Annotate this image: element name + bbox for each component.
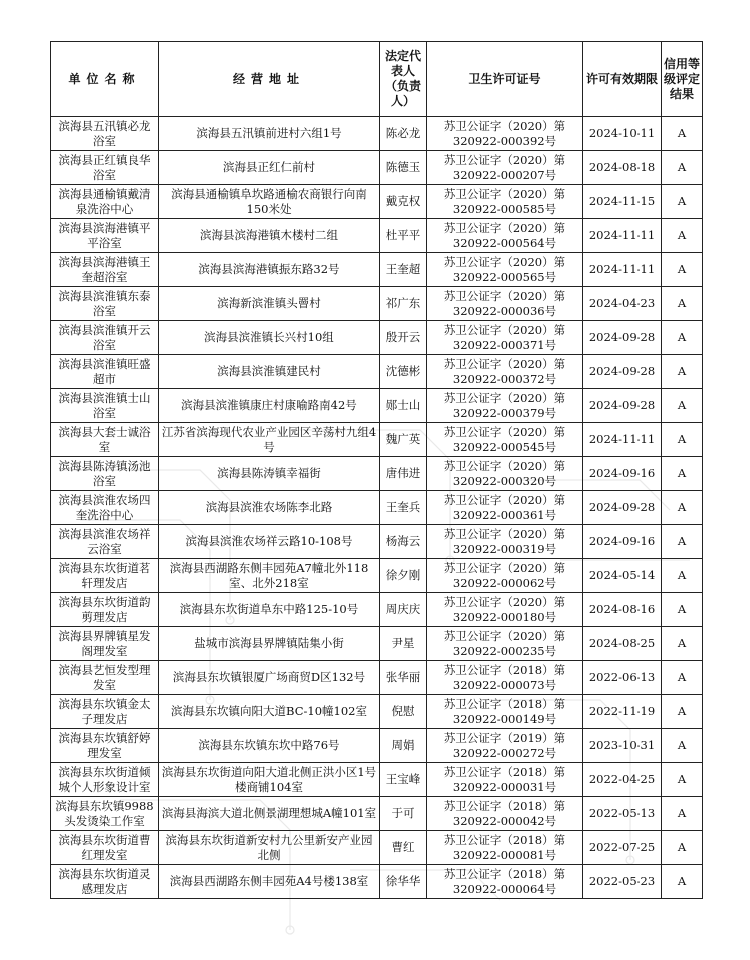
table-row <box>51 355 703 389</box>
cell-valid: 2024-09-28 <box>583 355 662 389</box>
cell-name: 滨海县东坎镇舒婷理发室 <box>51 729 159 763</box>
cell-valid: 2024-04-23 <box>583 287 662 321</box>
cell-address: 滨海县滨淮镇建民村 <box>159 355 380 389</box>
cell-license: 苏卫公证字（2020）第320922-000565号 <box>427 253 583 287</box>
cell-name: 滨海县大套士诚浴室 <box>51 423 159 457</box>
table-row <box>51 661 703 695</box>
cell-grade: A <box>662 151 703 185</box>
cell-address: 滨海县滨淮农场陈李北路 <box>159 491 380 525</box>
cell-valid: 2022-05-13 <box>583 797 662 831</box>
cell-name: 滨海县滨淮镇士山浴室 <box>51 389 159 423</box>
cell-license: 苏卫公证字（2020）第320922-000361号 <box>427 491 583 525</box>
cell-name: 滨海县正红镇良华浴室 <box>51 151 159 185</box>
cell-license: 苏卫公证字（2020）第320922-000372号 <box>427 355 583 389</box>
cell-license: 苏卫公证字（2018）第320922-000149号 <box>427 695 583 729</box>
table-row <box>51 457 703 491</box>
cell-valid: 2024-09-16 <box>583 457 662 491</box>
cell-name: 滨海县滨淮镇东泰浴室 <box>51 287 159 321</box>
cell-license: 苏卫公证字（2020）第320922-000379号 <box>427 389 583 423</box>
cell-valid: 2024-10-11 <box>583 117 662 151</box>
cell-valid: 2024-09-28 <box>583 389 662 423</box>
cell-name: 滨海县滨淮镇开云浴室 <box>51 321 159 355</box>
cell-rep: 沈德彬 <box>380 355 427 389</box>
cell-license: 苏卫公证字（2020）第320922-000180号 <box>427 593 583 627</box>
cell-license: 苏卫公证字（2018）第320922-000042号 <box>427 797 583 831</box>
table-row <box>51 491 703 525</box>
cell-grade: A <box>662 117 703 151</box>
cell-rep: 徐华华 <box>380 865 427 899</box>
cell-grade: A <box>662 559 703 593</box>
cell-license: 苏卫公证字（2020）第320922-000062号 <box>427 559 583 593</box>
cell-grade: A <box>662 287 703 321</box>
cell-license: 苏卫公证字（2020）第320922-000320号 <box>427 457 583 491</box>
cell-address: 滨海县东坎镇东坎中路76号 <box>159 729 380 763</box>
cell-license: 苏卫公证字（2020）第320922-000564号 <box>427 219 583 253</box>
table-body <box>51 117 703 899</box>
cell-rep: 周庆庆 <box>380 593 427 627</box>
cell-rep: 曹红 <box>380 831 427 865</box>
cell-valid: 2022-06-13 <box>583 661 662 695</box>
cell-rep: 于可 <box>380 797 427 831</box>
cell-rep: 陈必龙 <box>380 117 427 151</box>
table-row <box>51 151 703 185</box>
cell-valid: 2024-09-28 <box>583 491 662 525</box>
header-rep: 法定代表人（负责人） <box>380 42 427 117</box>
cell-rep: 张华丽 <box>380 661 427 695</box>
cell-name: 滨海县滨海港镇王奎超浴室 <box>51 253 159 287</box>
table-row <box>51 525 703 559</box>
cell-license: 苏卫公证字（2020）第320922-000036号 <box>427 287 583 321</box>
cell-valid: 2022-05-23 <box>583 865 662 899</box>
cell-rep: 魏广英 <box>380 423 427 457</box>
cell-rep: 倪慰 <box>380 695 427 729</box>
cell-rep: 陈德玉 <box>380 151 427 185</box>
cell-rep: 徐夕刚 <box>380 559 427 593</box>
cell-name: 滨海县滨淮农场祥云浴室 <box>51 525 159 559</box>
table-row <box>51 831 703 865</box>
cell-address: 滨海县通榆镇阜坎路通榆农商银行向南150米处 <box>159 185 380 219</box>
cell-valid: 2023-10-31 <box>583 729 662 763</box>
cell-grade: A <box>662 865 703 899</box>
table-row <box>51 593 703 627</box>
table-row <box>51 253 703 287</box>
header-grade: 信用等级评定结果 <box>662 42 703 117</box>
cell-rep: 郧士山 <box>380 389 427 423</box>
cell-rep: 唐伟进 <box>380 457 427 491</box>
cell-address: 滨海县滨淮镇康庄村康喻路南42号 <box>159 389 380 423</box>
table-row <box>51 695 703 729</box>
header-name: 单位名称 <box>51 42 159 117</box>
table-row <box>51 389 703 423</box>
cell-name: 滨海县东坎镇金太子理发店 <box>51 695 159 729</box>
cell-address: 滨海县滨海港镇木楼村二组 <box>159 219 380 253</box>
table-row <box>51 729 703 763</box>
cell-license: 苏卫公证字（2020）第320922-000585号 <box>427 185 583 219</box>
table-row <box>51 797 703 831</box>
table-row <box>51 287 703 321</box>
cell-license: 苏卫公证字（2020）第320922-000319号 <box>427 525 583 559</box>
cell-rep: 王奎超 <box>380 253 427 287</box>
cell-grade: A <box>662 423 703 457</box>
cell-valid: 2024-08-16 <box>583 593 662 627</box>
license-table <box>50 41 703 899</box>
cell-address: 滨海县五汛镇前进村六组1号 <box>159 117 380 151</box>
cell-name: 滨海县东坎街道曹红理发室 <box>51 831 159 865</box>
cell-rep: 王奎兵 <box>380 491 427 525</box>
cell-grade: A <box>662 219 703 253</box>
cell-license: 苏卫公证字（2020）第320922-000371号 <box>427 321 583 355</box>
table-row <box>51 321 703 355</box>
cell-rep: 戴克权 <box>380 185 427 219</box>
cell-grade: A <box>662 593 703 627</box>
cell-valid: 2024-05-14 <box>583 559 662 593</box>
cell-license: 苏卫公证字（2020）第320922-000392号 <box>427 117 583 151</box>
cell-grade: A <box>662 185 703 219</box>
cell-name: 滨海县东坎街道韵剪理发店 <box>51 593 159 627</box>
cell-address: 江苏省滨海现代农业产业园区辛荡村九组4号 <box>159 423 380 457</box>
cell-grade: A <box>662 627 703 661</box>
cell-rep: 周娟 <box>380 729 427 763</box>
cell-address: 滨海县滨淮农场祥云路10-108号 <box>159 525 380 559</box>
cell-license: 苏卫公证字（2018）第320922-000064号 <box>427 865 583 899</box>
cell-name: 滨海县滨淮镇旺盛超市 <box>51 355 159 389</box>
cell-valid: 2022-04-25 <box>583 763 662 797</box>
cell-name: 滨海县东坎街道倾城个人形象设计室 <box>51 763 159 797</box>
cell-name: 滨海县陈涛镇汤池浴室 <box>51 457 159 491</box>
cell-grade: A <box>662 491 703 525</box>
cell-valid: 2024-08-25 <box>583 627 662 661</box>
table-row <box>51 763 703 797</box>
cell-name: 滨海县东坎街道茗轩理发店 <box>51 559 159 593</box>
cell-valid: 2024-11-15 <box>583 185 662 219</box>
cell-valid: 2022-11-19 <box>583 695 662 729</box>
cell-grade: A <box>662 355 703 389</box>
table-row <box>51 219 703 253</box>
cell-rep: 尹星 <box>380 627 427 661</box>
cell-address: 滨海县东坎镇向阳大道BC-10幢102室 <box>159 695 380 729</box>
cell-address: 滨海县东坎镇银厦广场商贸D区132号 <box>159 661 380 695</box>
cell-rep: 殷开云 <box>380 321 427 355</box>
cell-rep: 杜平平 <box>380 219 427 253</box>
cell-license: 苏卫公证字（2018）第320922-000031号 <box>427 763 583 797</box>
cell-address: 滨海县东坎街道阜东中路125-10号 <box>159 593 380 627</box>
cell-name: 滨海县界牌镇星发阁理发室 <box>51 627 159 661</box>
header-valid: 许可有效期限 <box>583 42 662 117</box>
cell-name: 滨海县艺恒发型理发室 <box>51 661 159 695</box>
cell-license: 苏卫公证字（2018）第320922-000081号 <box>427 831 583 865</box>
cell-valid: 2024-09-16 <box>583 525 662 559</box>
cell-valid: 2024-11-11 <box>583 253 662 287</box>
cell-name: 滨海县通榆镇戴清泉洗浴中心 <box>51 185 159 219</box>
cell-address: 滨海县正红仁前村 <box>159 151 380 185</box>
cell-name: 滨海县滨海港镇平平浴室 <box>51 219 159 253</box>
cell-license: 苏卫公证字（2020）第320922-000235号 <box>427 627 583 661</box>
cell-license: 苏卫公证字（2018）第320922-000073号 <box>427 661 583 695</box>
cell-grade: A <box>662 695 703 729</box>
cell-address: 滨海县西湖路东侧丰园苑A4号楼138室 <box>159 865 380 899</box>
cell-name: 滨海县滨淮农场四奎洗浴中心 <box>51 491 159 525</box>
cell-license: 苏卫公证字（2019）第320922-000272号 <box>427 729 583 763</box>
cell-address: 滨海县陈涛镇幸福街 <box>159 457 380 491</box>
cell-name: 滨海县五汛镇必龙浴室 <box>51 117 159 151</box>
cell-valid: 2024-11-11 <box>583 219 662 253</box>
cell-address: 滨海县海滨大道北侧景湖理想城A幢101室 <box>159 797 380 831</box>
cell-address: 滨海县西湖路东侧丰园苑A7幢北外118室、北外218室 <box>159 559 380 593</box>
cell-grade: A <box>662 525 703 559</box>
header-address: 经营地址 <box>159 42 380 117</box>
cell-grade: A <box>662 253 703 287</box>
cell-address: 盐城市滨海县界牌镇陆集小街 <box>159 627 380 661</box>
cell-name: 滨海县东坎街道灵感理发店 <box>51 865 159 899</box>
cell-address: 滨海县滨淮镇长兴村10组 <box>159 321 380 355</box>
table-row <box>51 423 703 457</box>
cell-license: 苏卫公证字（2020）第320922-000545号 <box>427 423 583 457</box>
cell-valid: 2022-07-25 <box>583 831 662 865</box>
cell-address: 滨海县东坎街道向阳大道北侧正洪小区1号楼商铺104室 <box>159 763 380 797</box>
table-row <box>51 559 703 593</box>
cell-valid: 2024-11-11 <box>583 423 662 457</box>
cell-rep: 杨海云 <box>380 525 427 559</box>
cell-license: 苏卫公证字（2020）第320922-000207号 <box>427 151 583 185</box>
cell-grade: A <box>662 389 703 423</box>
cell-grade: A <box>662 661 703 695</box>
cell-rep: 王宝峰 <box>380 763 427 797</box>
cell-name: 滨海县东坎镇9988头发烫染工作室 <box>51 797 159 831</box>
cell-valid: 2024-09-28 <box>583 321 662 355</box>
cell-grade: A <box>662 457 703 491</box>
table-row <box>51 627 703 661</box>
cell-address: 滨海县东坎街道新安村九公里新安产业园北侧 <box>159 831 380 865</box>
table-row <box>51 185 703 219</box>
cell-address: 滨海县滨海港镇振东路32号 <box>159 253 380 287</box>
cell-grade: A <box>662 729 703 763</box>
cell-rep: 祁广东 <box>380 287 427 321</box>
header-license: 卫生许可证号 <box>427 42 583 117</box>
table-header-row <box>51 42 703 117</box>
cell-address: 滨海新滨淮镇头罾村 <box>159 287 380 321</box>
cell-grade: A <box>662 831 703 865</box>
cell-valid: 2024-08-18 <box>583 151 662 185</box>
table-row <box>51 117 703 151</box>
cell-grade: A <box>662 797 703 831</box>
cell-grade: A <box>662 763 703 797</box>
cell-grade: A <box>662 321 703 355</box>
table-row <box>51 865 703 899</box>
